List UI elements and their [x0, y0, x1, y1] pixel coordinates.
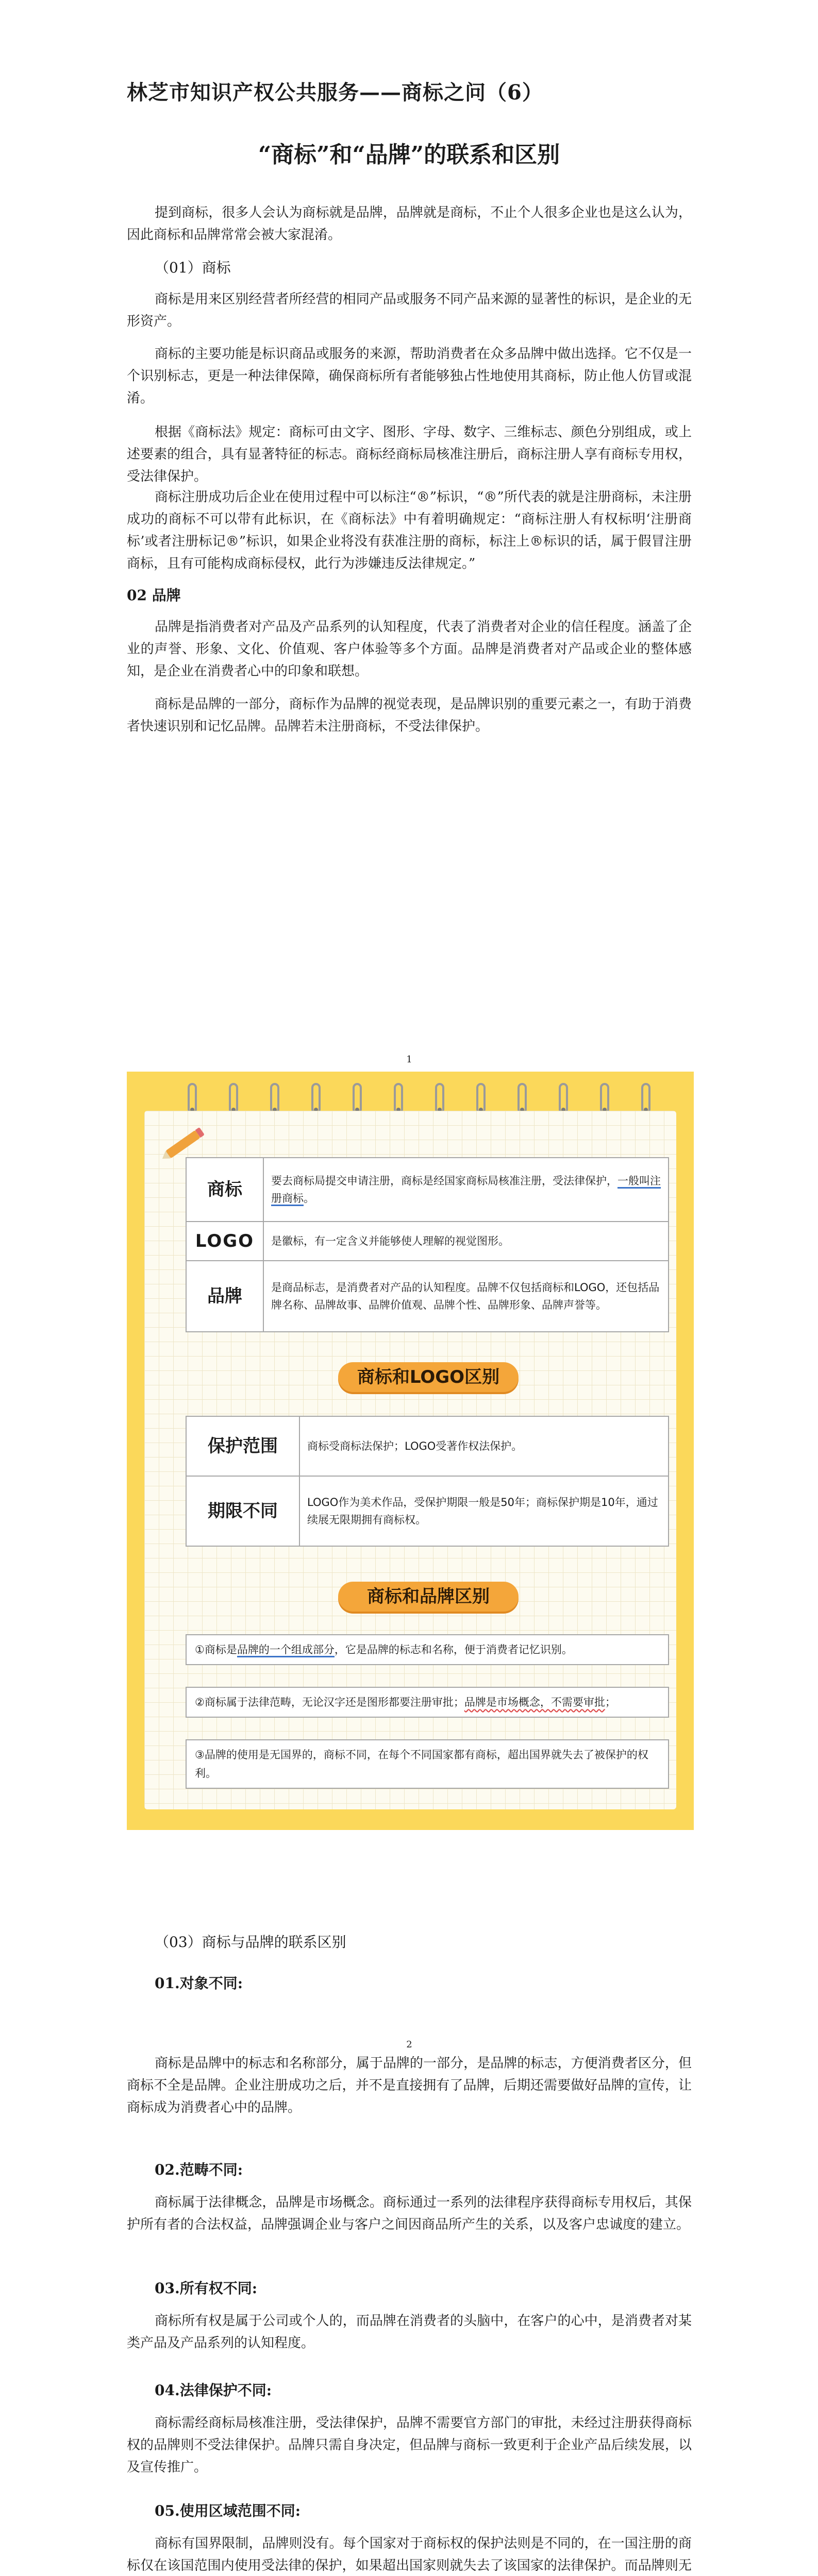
notebook-ring [600, 1083, 609, 1114]
difference-box-3: ③品牌的使用是无国界的，商标不同，在每个不同国家都有商标，超出国界就失去了被保护的权利。 [186, 1739, 669, 1789]
highlight-text: 品牌的一个组成部分 [237, 1643, 335, 1657]
section-pill-brand: 商标和品牌区别 [338, 1582, 519, 1612]
notebook-ring [188, 1083, 197, 1114]
item-text-2: 商标属于法律概念，品牌是市场概念。商标通过一系列的法律程序获得商标专用权后，其保护所有者的合法权益，品牌强调企业与客户之间因商品所产生的关系，以及客户忠诚度的建立。 [127, 2195, 692, 2232]
table-row [186, 1416, 669, 1476]
section-heading-relation: （03）商标与品牌的联系区别 [155, 1934, 346, 1951]
item-heading-3: 03.所有权不同: [155, 2280, 258, 2297]
table-row [186, 1476, 669, 1546]
table-cell-head: 保护范围 [186, 1416, 299, 1476]
trademark-paragraph-1: 商标是用来区别经营者所经营的相同产品或服务不同产品来源的显著性的标识，是企业的无形资产。 [127, 292, 692, 329]
notebook-ring [394, 1083, 403, 1114]
trademark-paragraph-2: 商标的主要功能是标识商品或服务的来源，帮助消费者在众多品牌中做出选择。它不仅是一个识别标志，更是一种法律保障，确保商标所有者能够独占性地使用其商标，防止他人仿冒或混淆。 [127, 346, 692, 406]
section-heading-trademark: （01）商标 [155, 259, 231, 276]
difference-box-2: ②商标属于法律范畴，无论汉字还是图形都要注册审批；品牌是市场概念，不需要审批； [186, 1687, 669, 1718]
notebook-ring [311, 1083, 321, 1114]
section-heading-brand: 02 品牌 [127, 587, 181, 604]
notebook-ring [641, 1083, 650, 1114]
item-text-1: 商标是品牌中的标志和名称部分，属于品牌的一部分，是品牌的标志，方便消费者区分，但商标不全是品牌。企业注册成功之后，并不是直接拥有了品牌，后期还需要做好品牌的宣传，让商标成为消费者心中的品牌。 [127, 2056, 692, 2115]
table-cell-head: 品牌 [186, 1261, 263, 1332]
trademark-paragraph-3: 根据《商标法》规定：商标可由文字、图形、字母、数字、三维标志、颜色分别组成，或上述要素的组合，具有显著特征的标志。商标经商标局核准注册后，商标注册人享有商标专用权，受法律保护。 [127, 425, 692, 484]
pencil-icon [165, 1130, 201, 1159]
brand-paragraph-1: 品牌是指消费者对产品及产品系列的认知程度，代表了消费者对企业的信任程度。涵盖了企业的声誉、形象、文化、价值观、客户体验等多个方面。品牌是消费者对产品或企业的整体感知，是企业在消费者心中的印象和联想。 [127, 619, 692, 679]
notebook-ring [559, 1083, 568, 1114]
notebook-paper [144, 1111, 676, 1809]
trademark-brand-infographic [127, 1072, 694, 1830]
section-pill-logo: 商标和LOGO区别 [338, 1362, 519, 1392]
notebook-ring [270, 1083, 279, 1114]
definitions-table [186, 1157, 669, 1332]
page-number-1: 1 [406, 1054, 412, 1065]
trademark-paragraph-4: 商标注册成功后企业在使用过程中可以标注“®”标识，“®”所代表的就是注册商标，未注册成功的商标不可以带有此标识，在《商标法》中有着明确规定：“商标注册人有权标明‘注册商标’或者注册标记®”标识，如果企业将没有获准注册的商标，标注上®标识的话，属于假冒注册商标，且有可能构成商标侵权，此行为涉嫌违反法律规定。” [127, 489, 692, 571]
page-header: 林芝市知识产权公共服务——商标之问（6） [127, 80, 543, 105]
item-text-5: 商标有国界限制，品牌则没有。每个国家对于商标权的保护法则是不同的，在一国注册的商标仅在该国范围内使用受法律的保护，如果超出国家则就失去了该国家的法律保护。而品牌则无 [127, 2536, 692, 2573]
table-row [186, 1222, 669, 1261]
table-cell-text: 商标受商标法保护；LOGO受著作权法保护。 [299, 1416, 669, 1476]
main-title: “商标”和“品牌”的联系和区别 [258, 142, 560, 168]
highlight-text: 品牌是市场概念，不需要审批 [464, 1696, 605, 1708]
table-cell-text: 要去商标局提交申请注册，商标是经国家商标局核准注册，受法律保护，一般叫注册商标。 [263, 1158, 669, 1222]
item-heading-2: 02.范畴不同: [155, 2161, 243, 2178]
table-cell-text: 是徽标，有一定含义并能够使人理解的视觉图形。 [263, 1222, 669, 1261]
notebook-ring [435, 1083, 444, 1114]
table-cell-text: LOGO作为美术作品，受保护期限一般是50年；商标保护期是10年，通过续展无限期拥有商标权。 [299, 1476, 669, 1546]
logo-comparison-table [186, 1416, 669, 1547]
item-heading-5: 05.使用区域范围不同: [155, 2502, 301, 2519]
highlight-text: 一般叫注册商标 [271, 1175, 661, 1206]
table-cell-head: LOGO [186, 1222, 263, 1261]
notebook-ring [229, 1083, 238, 1114]
table-cell-text: 是商品标志，是消费者对产品的认知程度。品牌不仅包括商标和LOGO，还包括品牌名称、品牌故事、品牌价值观、品牌个性、品牌形象、品牌声誉等。 [263, 1261, 669, 1332]
item-heading-1: 01.对象不同: [155, 1975, 243, 1992]
intro-paragraph: 提到商标，很多人会认为商标就是品牌，品牌就是商标，不止个人很多企业也是这么认为，因此商标和品牌常常会被大家混淆。 [127, 205, 692, 243]
notebook-ring [353, 1083, 362, 1114]
notebook-ring [476, 1083, 486, 1114]
page-number-2: 2 [406, 2039, 412, 2050]
item-text-3: 商标所有权是属于公司或个人的，而品牌在消费者的头脑中，在客户的心中，是消费者对某类产品及产品系列的认知程度。 [127, 2313, 692, 2351]
notebook-ring [517, 1083, 527, 1114]
item-text-4: 商标需经商标局核准注册，受法律保护，品牌不需要官方部门的审批，未经过注册获得商标权的品牌则不受法律保护。品牌只需自身决定，但品牌与商标一致更利于企业产品后续发展，以及宣传推广。 [127, 2415, 692, 2475]
table-row [186, 1158, 669, 1222]
item-heading-4: 04.法律保护不同: [155, 2382, 272, 2399]
difference-box-1: ①商标是品牌的一个组成部分，它是品牌的标志和名称，便于消费者记忆识别。 [186, 1634, 669, 1665]
table-cell-head: 期限不同 [186, 1476, 299, 1546]
brand-paragraph-2: 商标是品牌的一部分，商标作为品牌的视觉表现，是品牌识别的重要元素之一，有助于消费者快速识别和记忆品牌。品牌若未注册商标，不受法律保护。 [127, 697, 692, 734]
table-cell-head: 商标 [186, 1158, 263, 1222]
table-row [186, 1261, 669, 1332]
